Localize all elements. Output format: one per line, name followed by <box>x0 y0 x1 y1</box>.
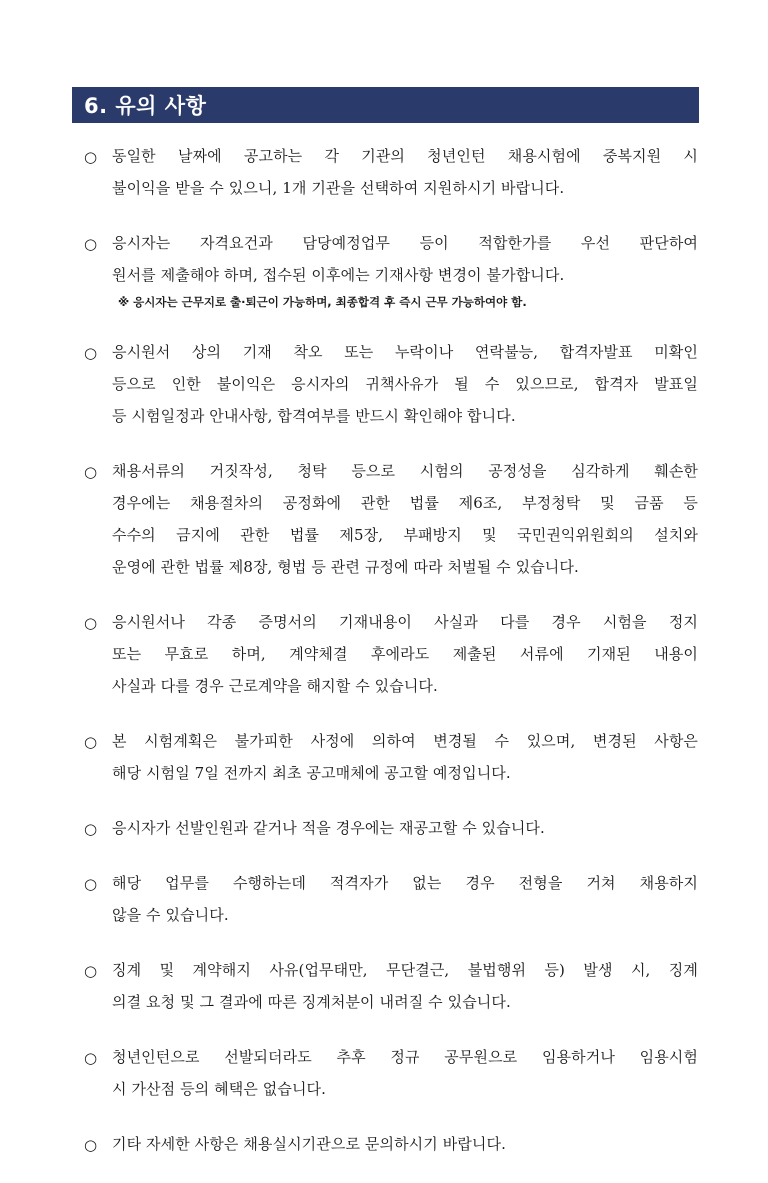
item-text-line: 동일한 날짜에 공고하는 각 기관의 청년인턴 채용시험에 중복지원 시 <box>112 147 698 165</box>
list-item <box>84 455 698 583</box>
item-text-line: 징계 및 계약해지 사유(업무태만, 무단결근, 불법행위 등) 발생 시, 징계 <box>112 961 698 979</box>
item-text-line: 응시원서 상의 기재 착오 또는 누락이나 연락불능, 합격자발표 미확인 <box>112 343 698 361</box>
item-text-line: 경우에는 채용절차의 공정화에 관한 법률 제6조, 부정청탁 및 금품 등 <box>112 494 698 512</box>
list-item <box>84 954 698 1018</box>
bullet-icon: ○ <box>84 614 98 632</box>
item-text-line: 않을 수 있습니다. <box>112 906 229 924</box>
bullet-icon: ○ <box>84 820 98 838</box>
list-item <box>84 227 698 313</box>
section-title: 6. 유의 사항 <box>84 94 207 118</box>
bullet-icon: ○ <box>84 148 98 166</box>
item-text-line: 등으로 인한 불이익은 응시자의 귀책사유가 될 수 있으므로, 합격자 발표일 <box>112 375 698 393</box>
item-text-line: 원서를 제출해야 하며, 접수된 이후에는 기재사항 변경이 불가합니다. <box>112 266 565 284</box>
bullet-icon: ○ <box>84 733 98 751</box>
item-text-line: 또는 무효로 하며, 계약체결 후에라도 제출된 서류에 기재된 내용이 <box>112 645 698 663</box>
item-text-line: 응시원서나 각종 증명서의 기재내용이 사실과 다를 경우 시험을 정지 <box>112 613 698 631</box>
item-text-line: 해당 시험일 7일 전까지 최초 공고매체에 공고할 예정입니다. <box>112 764 511 782</box>
list-item <box>84 867 698 931</box>
list-item <box>84 725 698 789</box>
item-text-line: 불이익을 받을 수 있으니, 1개 기관을 선택하여 지원하시기 바랍니다. <box>112 179 565 197</box>
bullet-icon: ○ <box>84 235 98 253</box>
item-text-line: 수수의 금지에 관한 법률 제5장, 부패방지 및 국민권익위원회의 설치와 <box>112 526 698 544</box>
item-text-line: 응시자가 선발인원과 같거나 적을 경우에는 재공고할 수 있습니다. <box>112 819 545 837</box>
list-item <box>84 1128 698 1160</box>
item-text-line: 기타 자세한 사항은 채용실시기관으로 문의하시기 바랍니다. <box>112 1135 506 1153</box>
bullet-icon: ○ <box>84 1049 98 1067</box>
bullet-icon: ○ <box>84 344 98 362</box>
item-text-line: 사실과 다를 경우 근로계약을 해지할 수 있습니다. <box>112 677 438 695</box>
list-item <box>84 336 698 432</box>
bullet-icon: ○ <box>84 463 98 481</box>
bullet-icon: ○ <box>84 875 98 893</box>
list-item <box>84 140 698 204</box>
bullet-icon: ○ <box>84 962 98 980</box>
item-text-line: 해당 업무를 수행하는데 적격자가 없는 경우 전형을 거쳐 채용하지 <box>112 874 698 892</box>
bullet-icon: ○ <box>84 1136 98 1154</box>
item-text-line: 의결 요청 및 그 결과에 따른 징계처분이 내려질 수 있습니다. <box>112 993 511 1011</box>
item-text-line: 채용서류의 거짓작성, 청탁 등으로 시험의 공정성을 심각하게 훼손한 <box>112 462 698 480</box>
item-text-line: 응시자는 자격요건과 담당예정업무 등이 적합한가를 우선 판단하여 <box>112 234 698 252</box>
list-item <box>84 812 698 844</box>
item-text-line: 시 가산점 등의 혜택은 없습니다. <box>112 1080 327 1098</box>
item-text-line: 등 시험일정과 안내사항, 합격여부를 반드시 확인해야 합니다. <box>112 407 516 425</box>
notice-list <box>84 140 698 1183</box>
item-text-line: 청년인턴으로 선발되더라도 추후 정규 공무원으로 임용하거나 임용시험 <box>112 1048 698 1066</box>
list-item <box>84 1041 698 1105</box>
item-text-line: 운영에 관한 법률 제8장, 형법 등 관련 규정에 따라 처벌될 수 있습니다. <box>112 558 579 576</box>
section-header <box>72 87 699 123</box>
list-item <box>84 606 698 702</box>
item-note: ※ 응시자는 근무지로 출·퇴근이 가능하며, 최종합격 후 즉시 근무 가능하여야 함. <box>118 295 527 309</box>
item-text-line: 본 시험계획은 불가피한 사정에 의하여 변경될 수 있으며, 변경된 사항은 <box>112 732 698 750</box>
